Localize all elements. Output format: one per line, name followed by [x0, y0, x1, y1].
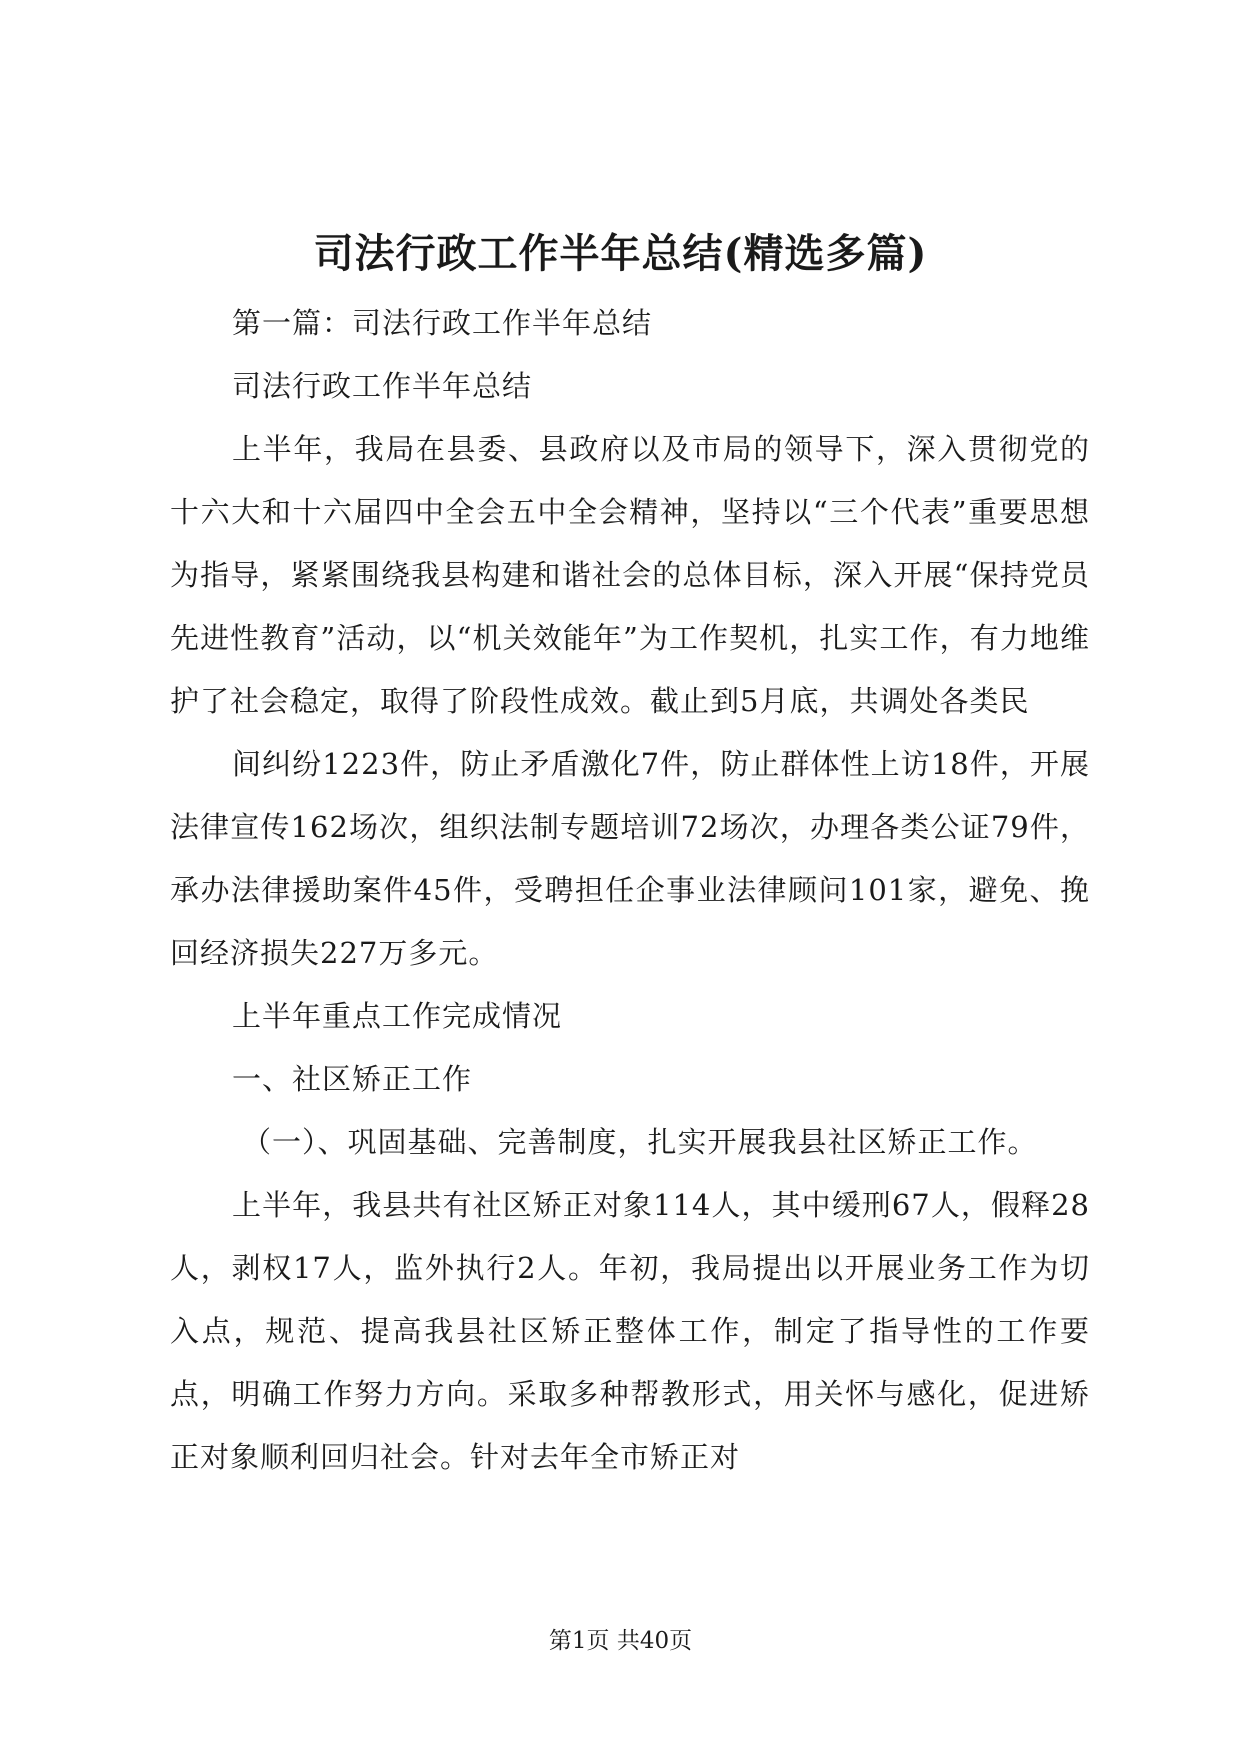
document-title: 司法行政工作半年总结(精选多篇) [313, 230, 928, 277]
section-heading: 第一篇：司法行政工作半年总结 [232, 306, 653, 340]
body-paragraph: 上半年，我县共有社区矫正对象114人，其中缓刑67人，假释28人，剥权17人，监外执行2人。年初，我局提出以开展业务工作为切入点，规范、提高我县社区矫正整体工作，制定了指导性的工作要点，明确工作努力方向。采取多种帮教形式，用关怀与感化，促进矫正对象顺利回归社会。针对去年全市矫正对 [170, 1188, 1090, 1474]
body-paragraph: 间纠纷1223件，防止矛盾激化7件，防止群体性上访18件，开展法律宣传162场次，组织法制专题培训72场次，办理各类公证79件，承办法律援助案件45件，受聘担任企事业法律顾问101家，避免、挽回经济损失227万多元。 [170, 747, 1090, 970]
document-body [170, 292, 1090, 1489]
subheading: 一、社区矫正工作 [232, 1062, 473, 1096]
subheading: 上半年重点工作完成情况 [232, 999, 563, 1033]
page-number: 第1页 共40页 [548, 1628, 693, 1654]
subheading: （一）、巩固基础、完善制度，扎实开展我县社区矫正工作。 [242, 1125, 1038, 1159]
subtitle: 司法行政工作半年总结 [232, 369, 533, 403]
body-paragraph: 上半年，我局在县委、县政府以及市局的领导下，深入贯彻党的十六大和十六届四中全会五中全会精神，坚持以“三个代表”重要思想为指导，紧紧围绕我县构建和谐社会的总体目标，深入开展“保持党员先进性教育”活动，以“机关效能年”为工作契机，扎实工作，有力地维护了社会稳定，取得了阶段性成效。截止到5月底，共调处各类民 [170, 432, 1090, 718]
